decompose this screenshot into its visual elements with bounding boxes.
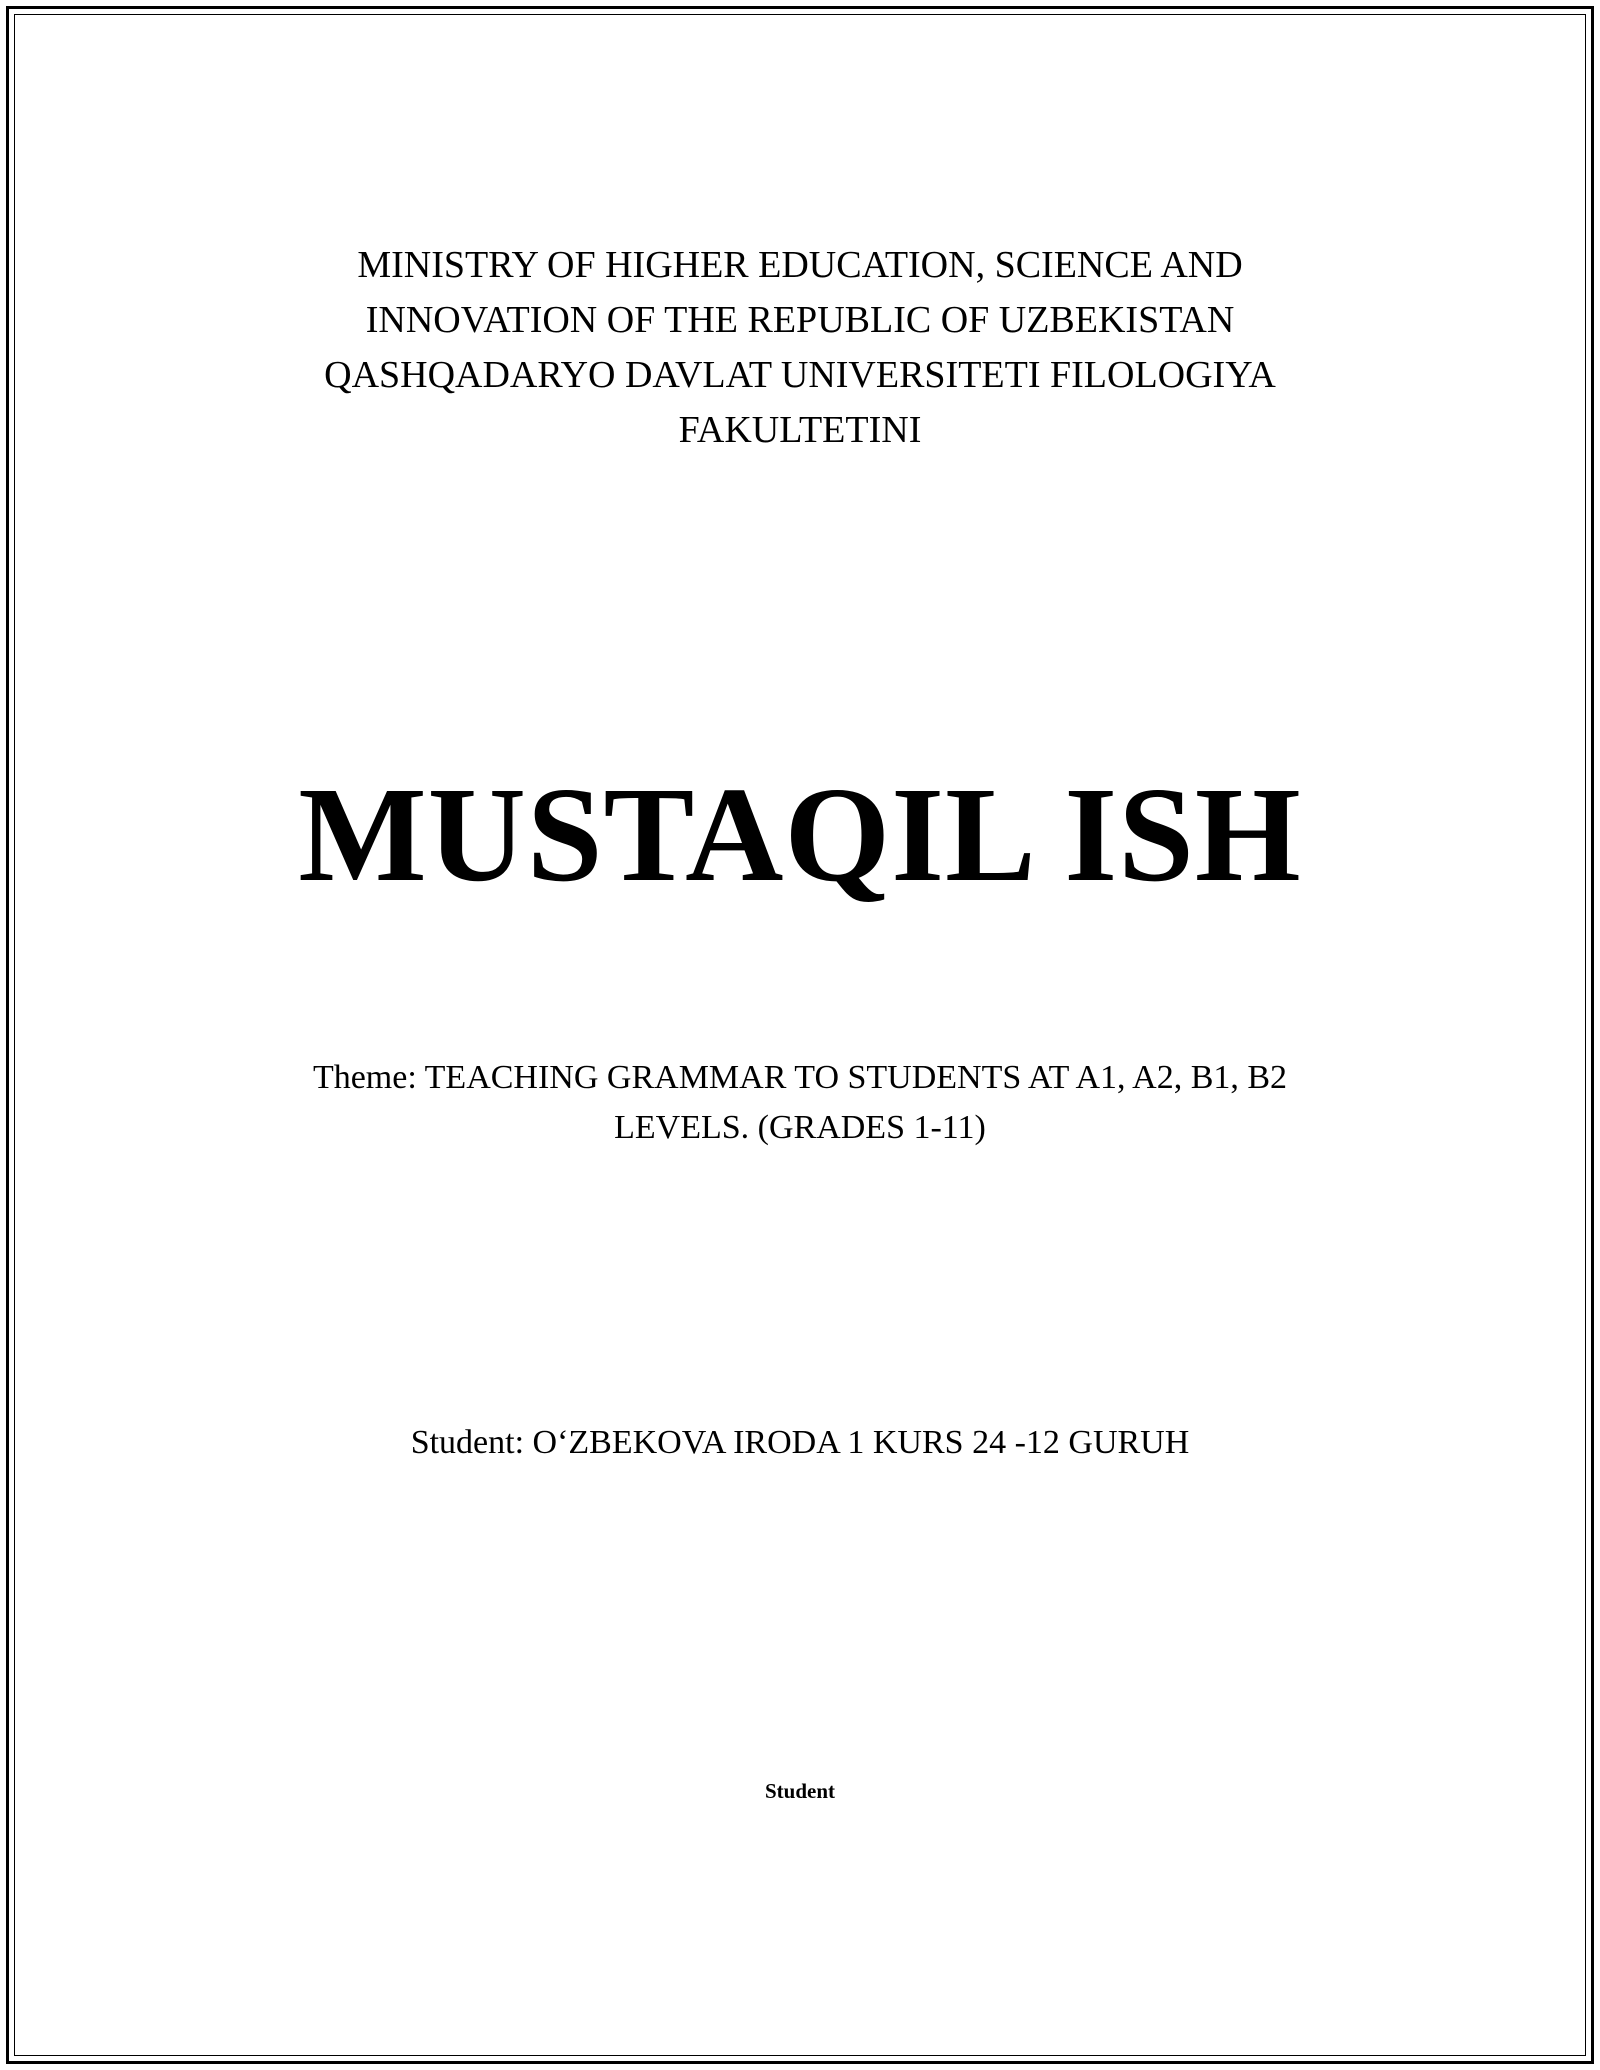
institution-header (0, 238, 1600, 458)
student-info: Student: O‘ZBEKOVA IRODA 1 KURS 24 -12 GURUH (410, 1424, 1190, 1461)
theme-line: Theme: TEACHING GRAMMAR TO STUDENTS AT A1, A2, B1, B2 (312, 1059, 1288, 1096)
theme-line: LEVELS. (GRADES 1-11) (614, 1109, 986, 1146)
theme-block (0, 1053, 1600, 1153)
header-line: MINISTRY OF HIGHER EDUCATION, SCIENCE AND (357, 244, 1243, 286)
header-line: INNOVATION OF THE REPUBLIC OF UZBEKISTAN (365, 299, 1235, 341)
header-line: FAKULTETINI (678, 409, 922, 451)
document-title: MUSTAQIL ISH (298, 760, 1302, 910)
footer-student-label: Student (764, 1779, 836, 1803)
header-line: QASHQADARYO DAVLAT UNIVERSITETI FILOLOGIYA (324, 354, 1276, 396)
